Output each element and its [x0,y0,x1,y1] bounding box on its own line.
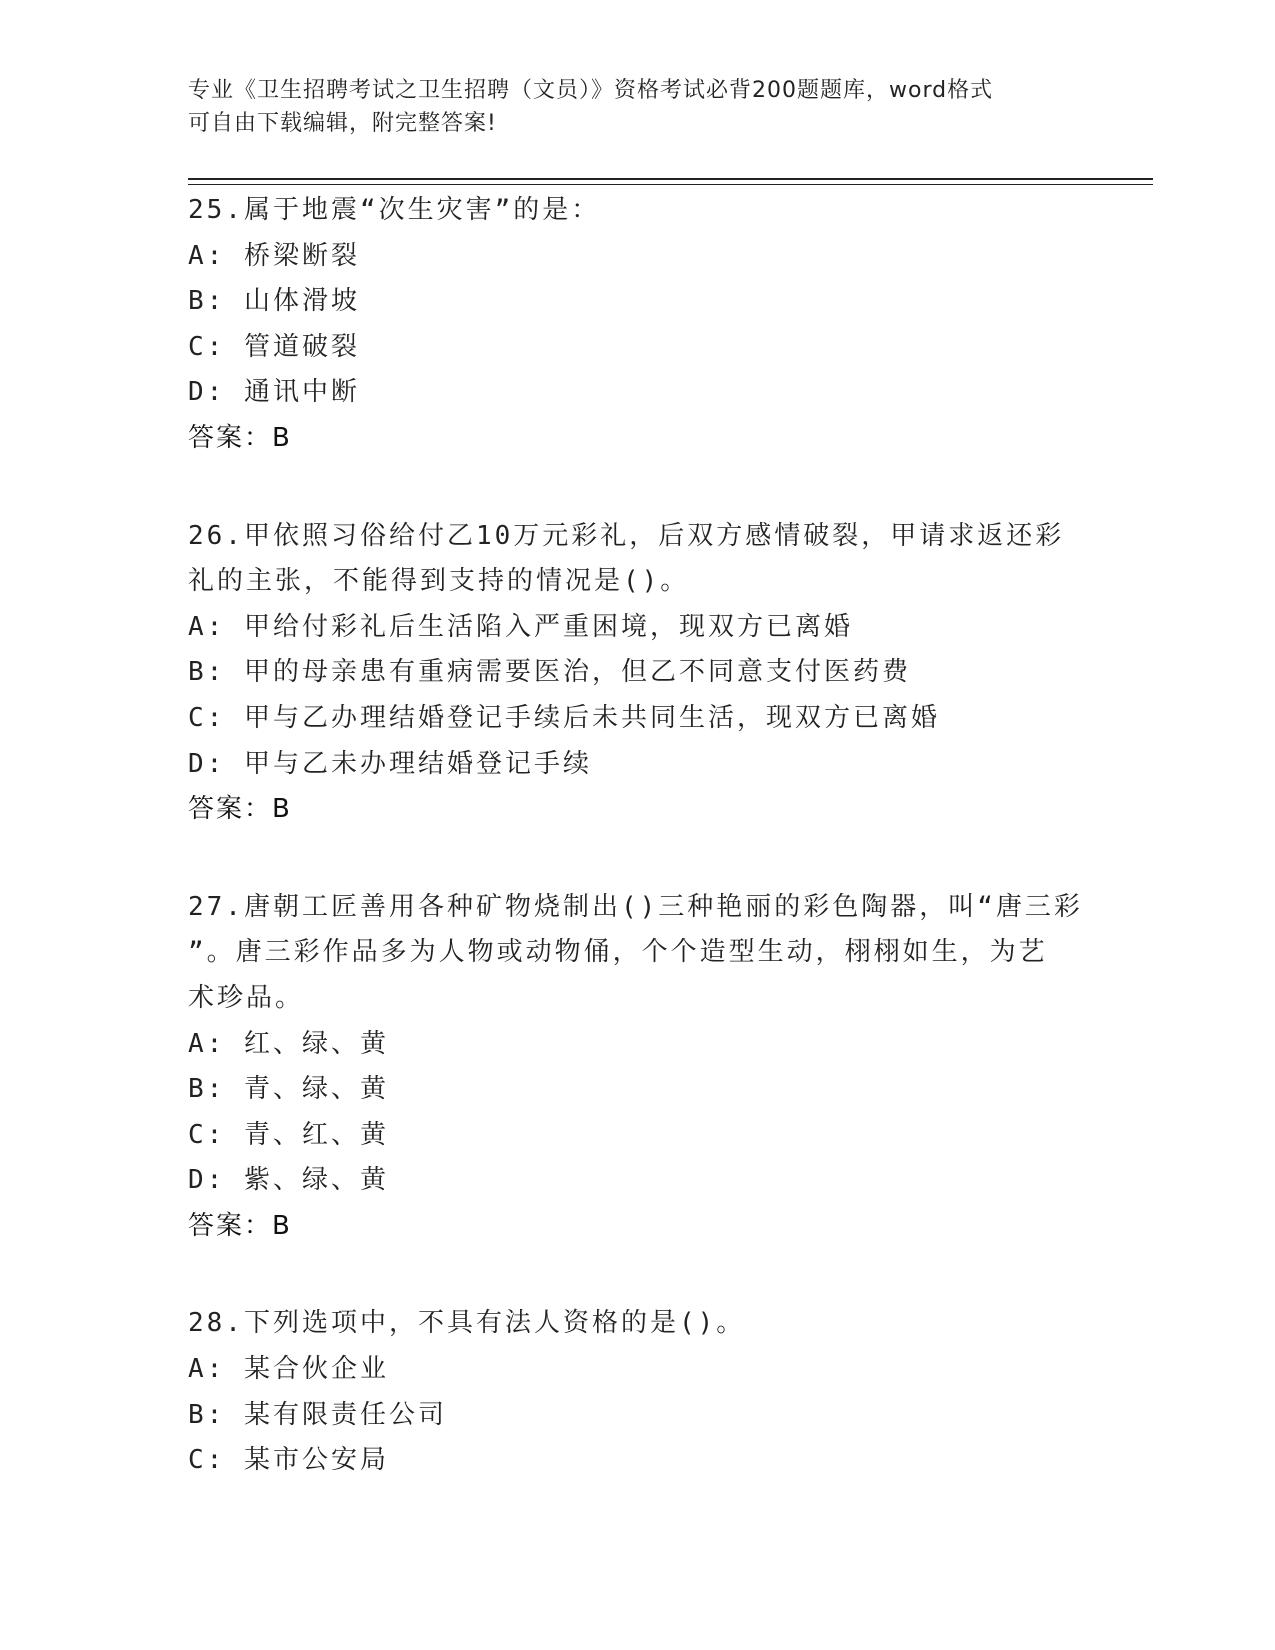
question-stem-continued: ”。唐三彩作品多为人物或动物俑，个个造型生动，栩栩如生，为艺 [188,937,1048,968]
question-stem: 26.甲依照习俗给付乙10万元彩礼，后双方感情破裂，甲请求返还彩 [188,520,1065,551]
option-d: D: 通讯中断 [188,377,360,408]
question-26 [188,514,1088,833]
question-28 [188,1301,1088,1483]
option-a: A: 某合伙企业 [188,1354,389,1385]
option-c: C: 甲与乙办理结婚登记手续后未共同生活，现双方已离婚 [188,702,940,733]
option-c: C: 某市公安局 [188,1445,389,1476]
option-d: D: 紫、绿、黄 [188,1165,389,1196]
header-line-2: 可自由下载编辑，附完整答案! [188,111,497,136]
option-a: A: 甲给付彩礼后生活陷入严重困境，现双方已离婚 [188,611,853,642]
document-header [188,74,1068,140]
header-divider-thin [188,184,1153,185]
question-25 [188,188,1088,462]
option-a: A: 红、绿、黄 [188,1028,389,1059]
answer-line: 答案：B [188,794,292,825]
answer-line: 答案：B [188,1210,292,1241]
header-line-1: 专业《卫生招聘考试之卫生招聘（文员）》资格考试必背200题题库，word格式 [188,78,994,103]
header-divider-thick [188,178,1153,180]
option-b: B: 山体滑坡 [188,286,360,317]
question-stem: 28.下列选项中，不具有法人资格的是()。 [188,1308,746,1339]
question-list [188,188,1088,1536]
option-d: D: 甲与乙未办理结婚登记手续 [188,748,592,779]
option-c: C: 青、红、黄 [188,1119,389,1150]
option-b: B: 甲的母亲患有重病需要医治，但乙不同意支付医药费 [188,657,911,688]
question-stem-continued: 术珍品。 [188,982,305,1013]
answer-line: 答案：B [188,422,292,453]
question-stem: 27.唐朝工匠善用各种矿物烧制出()三种艳丽的彩色陶器，叫“唐三彩 [188,891,1083,922]
question-27 [188,885,1088,1250]
option-b: B: 青、绿、黄 [188,1074,389,1105]
option-b: B: 某有限责任公司 [188,1399,447,1430]
option-a: A: 桥梁断裂 [188,240,360,271]
question-stem: 25.属于地震“次生灾害”的是： [188,195,601,225]
question-stem-continued: 礼的主张，不能得到支持的情况是()。 [188,566,690,597]
option-c: C: 管道破裂 [188,331,360,362]
